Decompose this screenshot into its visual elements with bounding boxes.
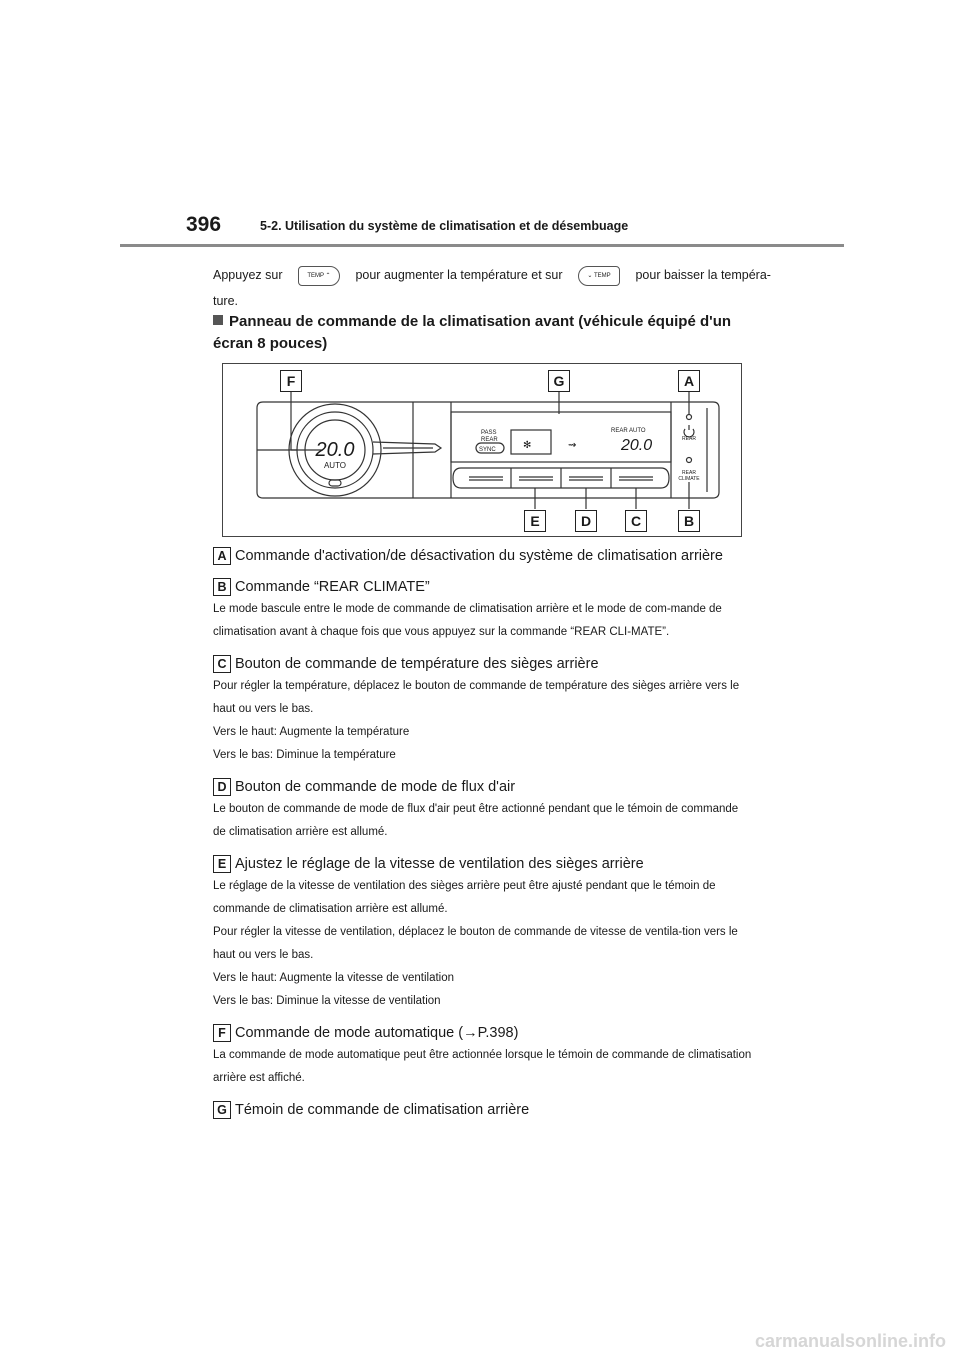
letter-badge: D: [213, 778, 231, 796]
callout-e: E: [524, 510, 546, 532]
item-title: Ajustez le réglage de la vitesse de ventilation des sièges arrière: [235, 856, 644, 872]
section-heading: Panneau de commande de la climatisation avant (véhicule équipé d'un écran 8 pouces): [213, 313, 732, 352]
rear-button-label: REAR: [682, 436, 696, 442]
rear-climate-label-2: CLIMATE: [678, 476, 700, 482]
callout-f: F: [280, 370, 302, 392]
item-title: Témoin de commande de climatisation arrière: [235, 1102, 530, 1118]
callout-c: C: [625, 510, 647, 532]
airflow-icon: ⇝: [568, 440, 577, 451]
legend-item-e: [213, 853, 753, 1013]
callout-b: B: [678, 510, 700, 532]
header-divider: [120, 244, 844, 247]
item-paragraph: Vers le bas: Diminue la température: [213, 749, 396, 761]
item-paragraph: Vers le haut: Augmente la température: [213, 726, 410, 738]
item-paragraph: Le mode bascule entre le mode de commande de climatisation arrière et le mode de com-mande de climatisation avant à chaque fois que vous appuyez sur la commande “REAR CLI-MATE”.: [213, 603, 722, 638]
callout-d: D: [575, 510, 597, 532]
front-temp-readout: 20.0: [315, 439, 355, 461]
legend-list: [213, 545, 753, 1130]
item-paragraph: Vers le haut: Augmente la vitesse de ventilation: [213, 972, 455, 984]
letter-badge: E: [213, 855, 231, 873]
legend-item-b: [213, 576, 753, 644]
item-title: Bouton de commande de mode de flux d'air: [235, 779, 516, 795]
callout-g: G: [548, 370, 570, 392]
legend-item-c: [213, 653, 753, 767]
letter-badge: F: [213, 1024, 231, 1042]
item-paragraph: Vers le bas: Diminue la vitesse de ventilation: [213, 995, 441, 1007]
letter-badge: C: [213, 655, 231, 673]
item-paragraph: Pour régler la vitesse de ventilation, déplacez le bouton de commande de vitesse de ventila-tion vers le haut ou vers le bas.: [213, 926, 738, 961]
sync-label: SYNC: [479, 447, 496, 453]
letter-badge: A: [213, 547, 231, 565]
item-title: Commande d'activation/de désactivation du système de climatisation arrière: [235, 548, 723, 564]
legend-item-d: [213, 776, 753, 844]
page-number: 396: [186, 213, 222, 236]
temp-up-button-icon: TEMP ⌃: [298, 266, 340, 286]
item-paragraph: Le bouton de commande de mode de flux d'air peut être actionné pendant que le témoin de commande de climatisation arrière est allumé.: [213, 803, 739, 838]
control-panel-figure: [222, 363, 742, 537]
pass-label: PASS: [481, 430, 497, 436]
legend-item-f: [213, 1022, 753, 1090]
section-bullet-icon: [213, 315, 223, 325]
legend-item-a: [213, 545, 753, 567]
intro-text-2: pour augmenter la température et sur: [355, 268, 563, 282]
temp-down-button-icon: ⌄ TEMP: [578, 266, 620, 286]
item-title: Commande de mode automatique (→P.398): [235, 1025, 519, 1041]
legend-item-g: [213, 1099, 753, 1121]
item-paragraph: Le réglage de la vitesse de ventilation des sièges arrière peut être ajusté pendant que le témoin de commande de climatisation arrière est allumé.: [213, 880, 716, 915]
letter-badge: B: [213, 578, 231, 596]
front-auto-label: AUTO: [323, 461, 347, 470]
letter-badge: G: [213, 1101, 231, 1119]
rear-label: REAR: [481, 437, 498, 443]
item-title: Commande “REAR CLIMATE”: [235, 579, 430, 595]
item-paragraph: La commande de mode automatique peut être actionnée lorsque le témoin de commande de climatisation arrière est affiché.: [213, 1049, 752, 1084]
rear-climate-label-1: REAR: [682, 470, 696, 476]
intro-paragraph: [213, 262, 773, 314]
callout-a: A: [678, 370, 700, 392]
intro-text-3: pour baisser la tempéra-ture.: [213, 268, 771, 308]
item-title: Bouton de commande de température des sièges arrière: [235, 656, 599, 672]
fan-icon: ✻: [523, 440, 532, 451]
rear-temp-readout: 20.0: [621, 437, 653, 454]
footer-watermark: carmanualsonline.info: [754, 1331, 946, 1351]
intro-text-1: Appuyez sur: [213, 268, 283, 282]
rear-auto-label: REAR AUTO: [611, 428, 646, 434]
item-paragraph: Pour régler la température, déplacez le bouton de commande de température des sièges arrière vers le haut ou vers le bas.: [213, 680, 740, 715]
chapter-title: 5-2. Utilisation du système de climatisation et de désembuage: [260, 219, 629, 233]
